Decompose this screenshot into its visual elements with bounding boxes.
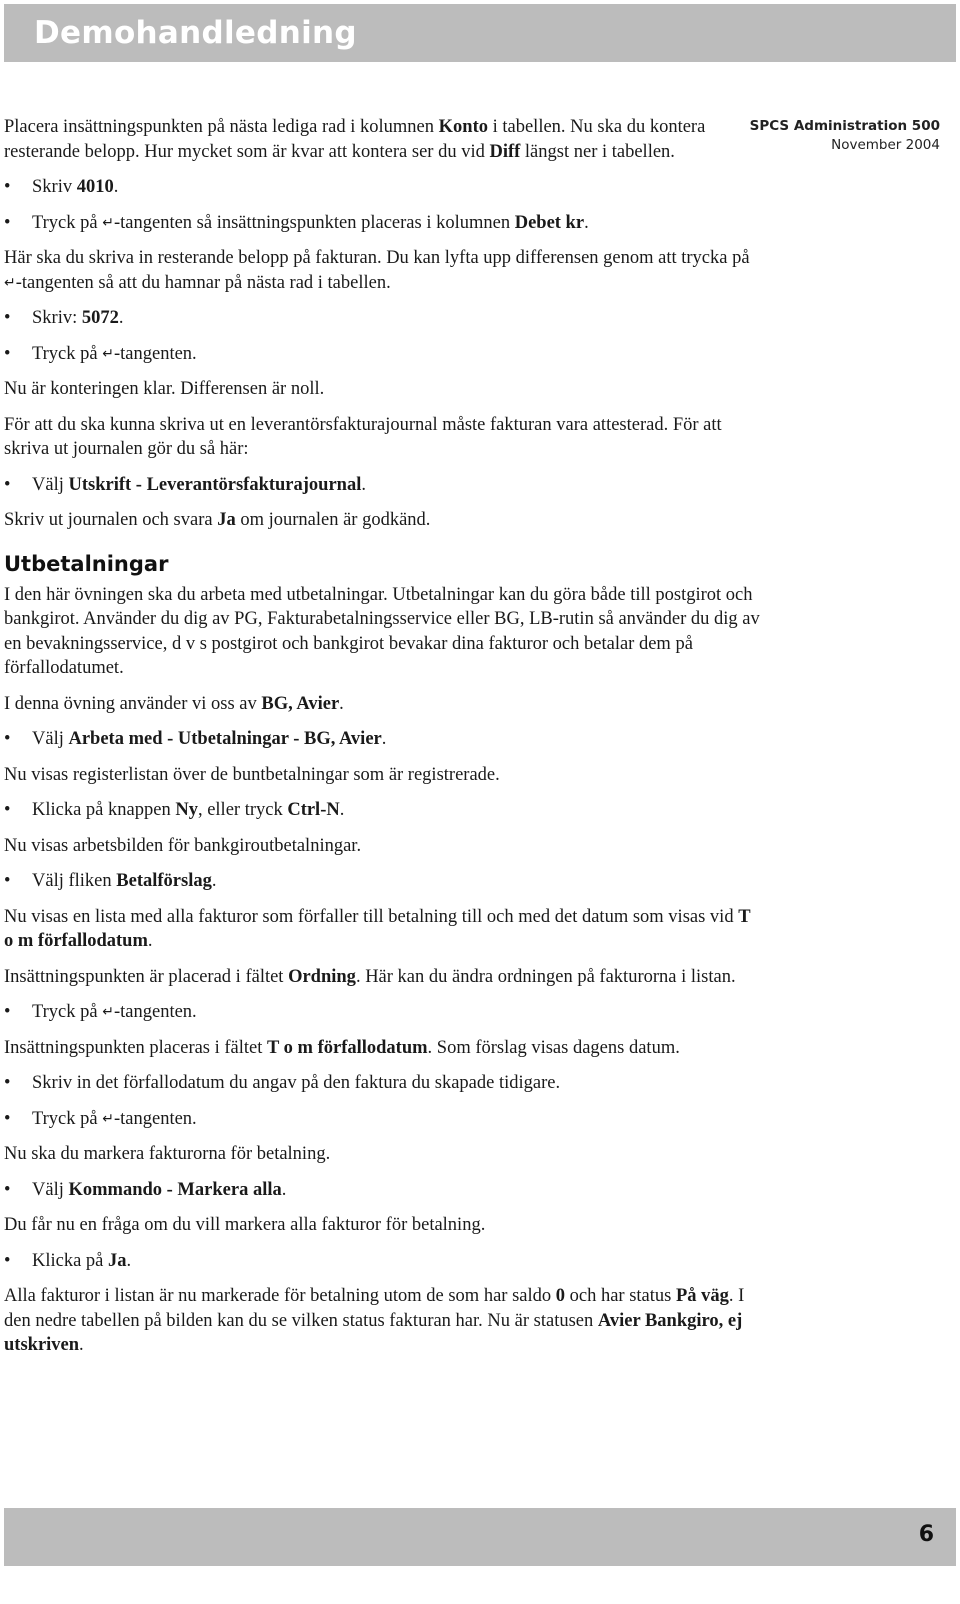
- bullet-icon: •: [4, 1179, 11, 1200]
- list-item: • Välj Arbeta med - Utbetalningar - BG, Avier.: [4, 727, 764, 752]
- product-name: SPCS Administration 500: [749, 118, 940, 134]
- list-item: • Tryck på ↵-tangenten.: [4, 342, 764, 367]
- list-item: • Välj Kommando - Markera alla.: [4, 1178, 764, 1203]
- document-info: [750, 118, 940, 153]
- document-date: November 2004: [831, 137, 940, 153]
- enter-key-icon: ↵: [102, 1004, 114, 1020]
- paragraph: Du får nu en fråga om du vill markera alla fakturor för betalning.: [4, 1215, 486, 1235]
- enter-key-icon: ↵: [102, 1110, 114, 1127]
- bullet-icon: •: [4, 343, 11, 364]
- paragraph: För att du ska kunna skriva ut en leverantörsfakturajournal måste fakturan vara attesterad. För att skriva ut journalen gör du så här:: [4, 414, 722, 459]
- bullet-icon: •: [4, 1250, 11, 1271]
- list-item: • Skriv in det förfallodatum du angav på den faktura du skapade tidigare.: [4, 1071, 764, 1096]
- paragraph: I den här övningen ska du arbeta med utbetalningar. Utbetalningar kan du göra både till postgirot och bankgirot. Använder du dig av PG, Fakturabetalningsservice eller BG, LB-rutin så använder du dig av en bevakningsservice, d v s postgirot och bankgirot bevakar dina fakturor och betalar dem på förfallodatumet.: [4, 584, 760, 678]
- document-body: [4, 115, 764, 1369]
- bullet-icon: •: [4, 1108, 11, 1129]
- paragraph: Alla fakturor i listan är nu markerade för betalning utom de som har saldo 0 och har status På väg. I den nedre tabellen på bilden kan du se vilken status fakturan har. Nu är statusen Avier Bankgiro, ej utskriven.: [4, 1286, 745, 1355]
- paragraph: Nu ska du markera fakturorna för betalning.: [4, 1144, 331, 1164]
- paragraph: Nu är konteringen klar. Differensen är noll.: [4, 379, 325, 399]
- enter-key-icon: ↵: [4, 274, 16, 291]
- paragraph: Nu visas arbetsbilden för bankgiroutbetalningar.: [4, 835, 362, 856]
- bullet-icon: •: [4, 729, 11, 749]
- paragraph: Insättningspunkten placeras i fältet T o m förfallodatum. Som förslag visas dagens datum.: [4, 1037, 680, 1058]
- list-item: • Välj Utskrift - Leverantörsfakturajournal.: [4, 473, 764, 498]
- enter-key-icon: ↵: [102, 345, 114, 362]
- enter-key-icon: ↵: [102, 214, 114, 231]
- list-item: • Tryck på ↵-tangenten.: [4, 1000, 764, 1025]
- bullet-icon: •: [4, 1073, 11, 1093]
- list-item: • Välj fliken Betalförslag.: [4, 869, 764, 894]
- list-item: • Skriv: 5072.: [4, 306, 764, 331]
- paragraph: Nu visas registerlistan över de buntbetalningar som är registrerade.: [4, 764, 500, 785]
- paragraph: Placera insättningspunkten på nästa lediga rad i kolumnen Konto i tabellen. Nu ska du kontera resterande belopp. Hur mycket som är kvar att kontera ser du vid Diff längst ner i tabellen.: [4, 117, 706, 162]
- paragraph: Skriv ut journalen och svara Ja om journalen är godkänd.: [4, 510, 431, 530]
- term: Konto: [438, 117, 488, 137]
- list-item: • Klicka på Ja.: [4, 1249, 764, 1274]
- page-number: 6: [918, 1522, 934, 1547]
- footer-bar: [4, 1508, 956, 1566]
- list-item: • Skriv 4010.: [4, 175, 764, 200]
- page-title: Demohandledning: [34, 15, 357, 51]
- paragraph: Nu visas en lista med alla fakturor som förfaller till betalning till och med det datum som visas vid T o m förfallodatum.: [4, 906, 751, 951]
- bullet-icon: •: [4, 474, 11, 495]
- bullet-icon: •: [4, 871, 11, 891]
- bullet-icon: •: [4, 800, 11, 820]
- paragraph: Insättningspunkten är placerad i fältet Ordning. Här kan du ändra ordningen på fakturorna i listan.: [4, 966, 736, 987]
- paragraph: Här ska du skriva in resterande belopp på fakturan. Du kan lyfta upp differensen genom att trycka på ↵-tangenten så att du hamnar på nästa rad i tabellen.: [4, 248, 750, 293]
- bullet-icon: •: [4, 308, 11, 328]
- bullet-icon: •: [4, 212, 11, 233]
- section-heading: Utbetalningar: [4, 551, 169, 576]
- list-item: • Klicka på knappen Ny, eller tryck Ctrl-N.: [4, 798, 764, 823]
- bullet-icon: •: [4, 177, 11, 197]
- paragraph: I denna övning använder vi oss av BG, Avier.: [4, 693, 344, 714]
- header-bar: [4, 4, 956, 62]
- term: Diff: [489, 141, 521, 162]
- bullet-icon: •: [4, 1002, 11, 1022]
- list-item: • Tryck på ↵-tangenten.: [4, 1107, 764, 1132]
- list-item: • Tryck på ↵-tangenten så insättningspunkten placeras i kolumnen Debet kr.: [4, 211, 764, 236]
